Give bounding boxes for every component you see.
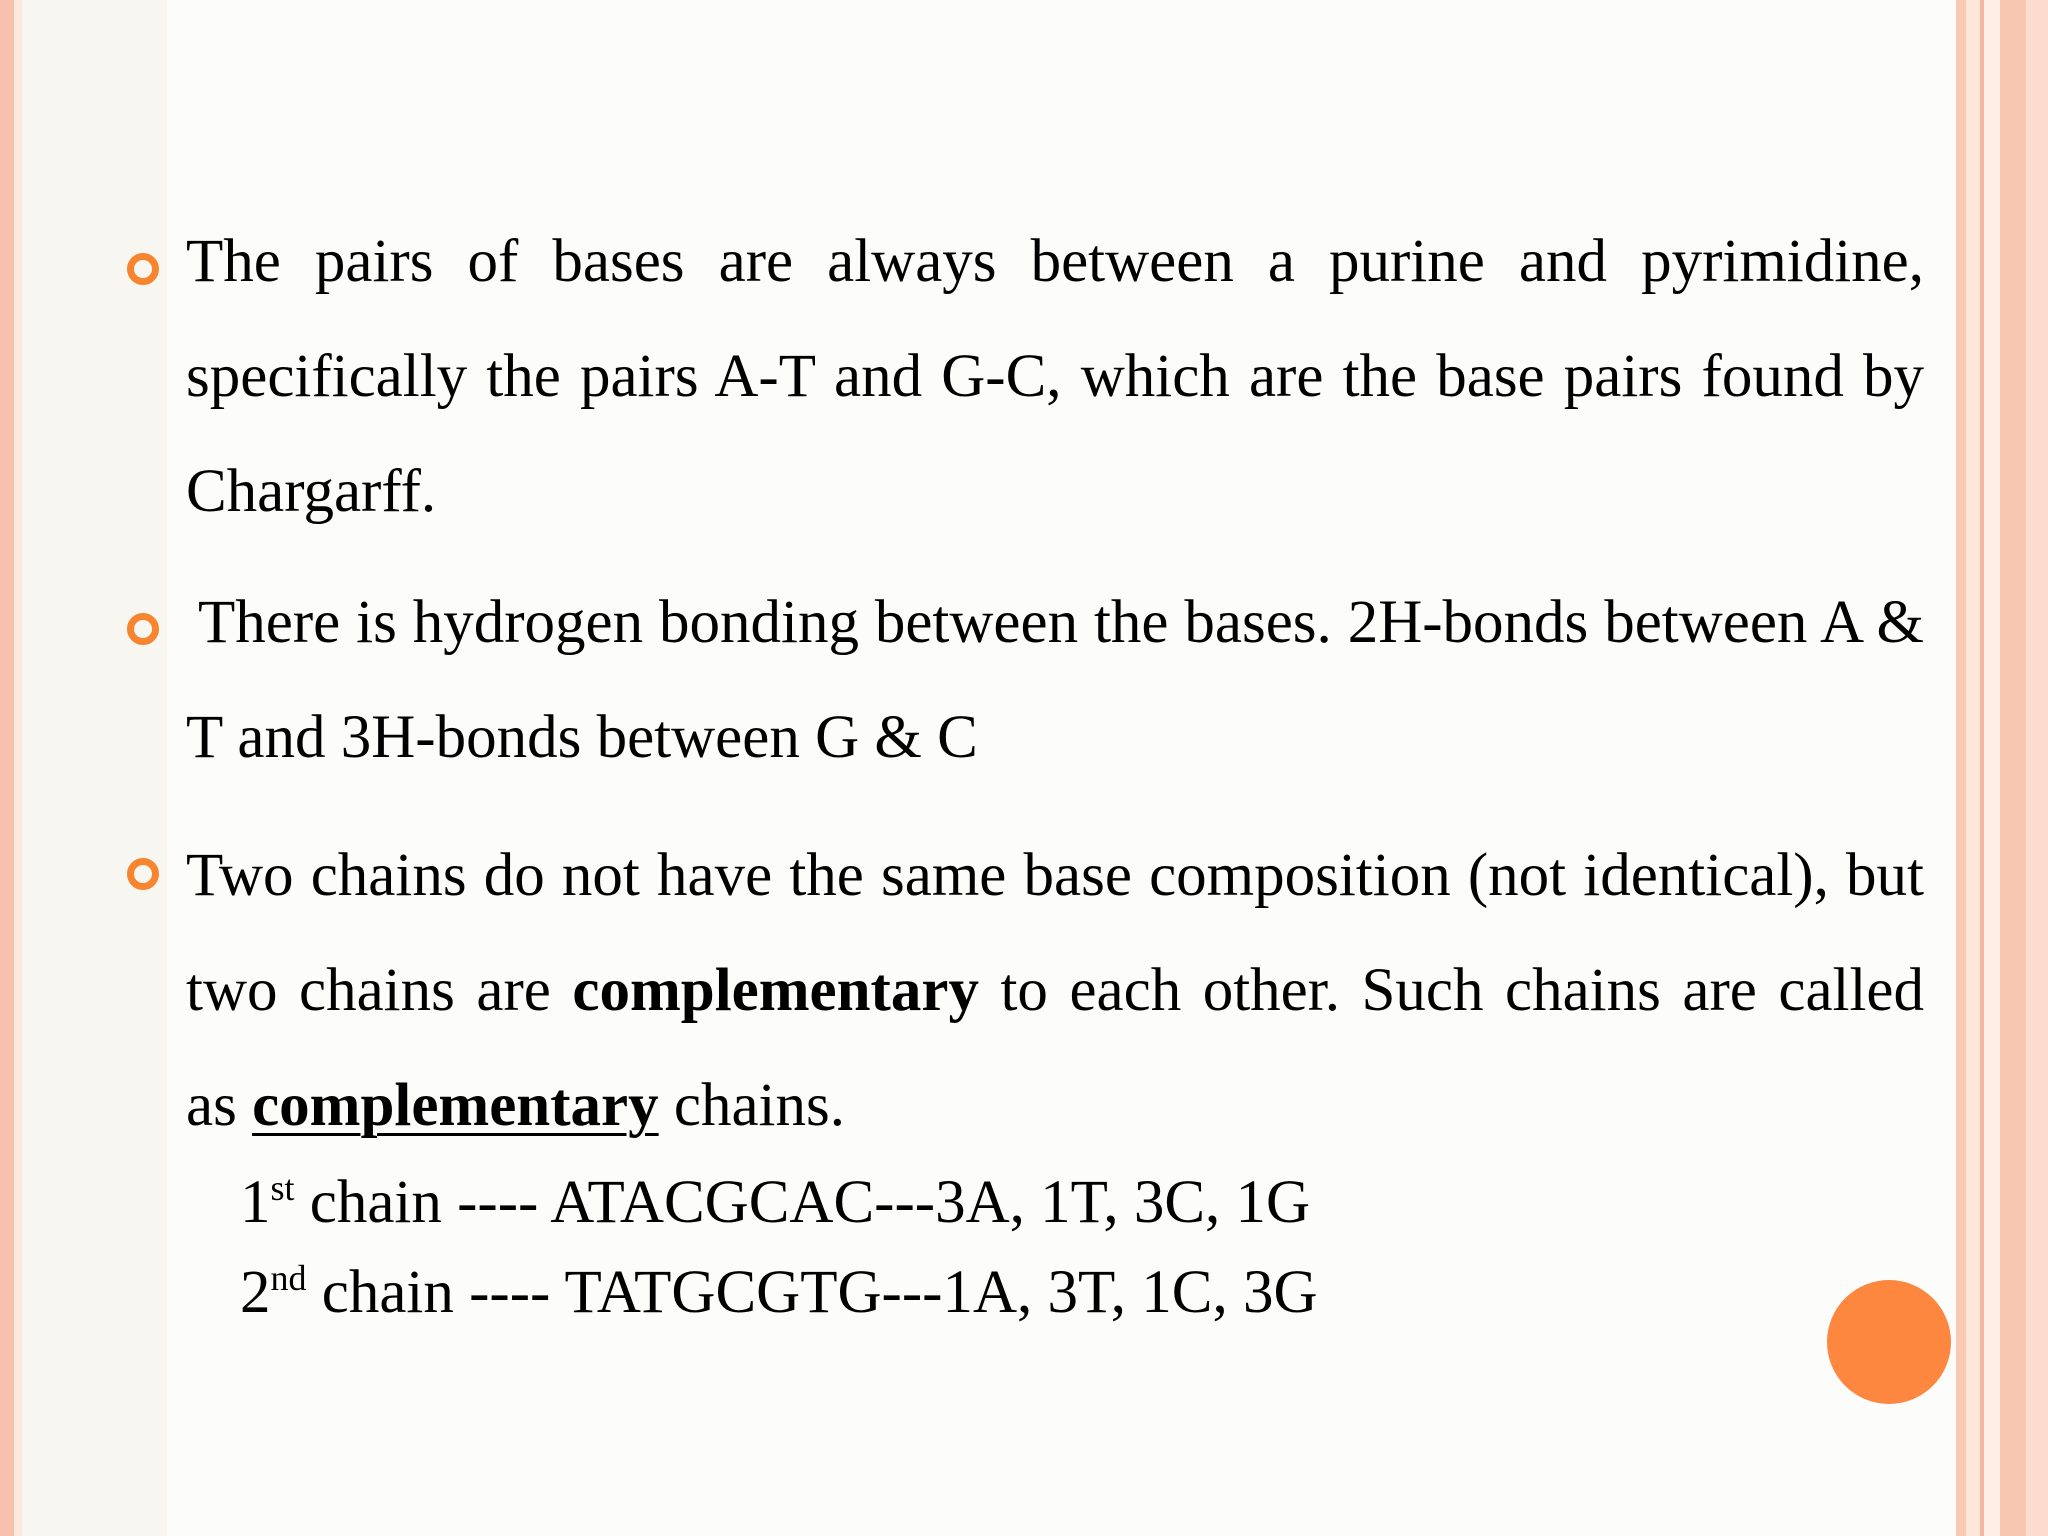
bullet-text-base-pairs: The pairs of bases are always between a purine and pyrimidine, specifically the pairs A-T and G-C, which are the base pairs found by Chargarff. (186, 228, 1924, 525)
right-border-stripe (2000, 0, 2026, 1536)
chain-line-first (240, 1168, 1310, 1245)
right-border-stripe (1984, 0, 2000, 1536)
chain-number: 2 (240, 1259, 271, 1326)
left-shade (22, 0, 167, 1536)
bullet-circle-icon (127, 613, 159, 645)
chain-ordinal: nd (270, 1258, 307, 1298)
bold-underlined-term-complementary: complementary (252, 1072, 659, 1139)
chain-sequence: chain ---- ATACGCAC---3A, 1T, 3C, 1G (294, 1169, 1311, 1236)
text-run: to each other. Such chains are called as (186, 957, 1924, 1139)
bullet-circle-icon (127, 858, 159, 890)
text-run: Two chains do not have the same base composition (not identical), but two chains are (186, 842, 1924, 1024)
right-border-stripe (1956, 0, 1966, 1536)
chain-number: 1 (240, 1169, 271, 1236)
bold-term-complementary: complementary (572, 957, 979, 1024)
chain-ordinal: st (270, 1168, 295, 1208)
chain-sequence: chain ---- TATGCGTG---1A, 3T, 1C, 3G (306, 1259, 1318, 1326)
bullet-circle-icon (127, 253, 159, 285)
left-border-inner (14, 0, 22, 1536)
bullet-text-complementary-chains (186, 818, 1924, 1163)
left-border-band (0, 0, 14, 1536)
right-border-stripe (1966, 0, 1980, 1536)
text-run: chains. (658, 1072, 845, 1139)
bullet-text-hydrogen-bonding (186, 565, 1924, 795)
orange-circle-decoration (1827, 1280, 1951, 1404)
right-border-stripe (2026, 0, 2048, 1536)
chain-line-second (240, 1258, 1318, 1335)
bullet-text-hydrogen-bonding-content: There is hydrogen bonding between the bases. 2H-bonds between A & T and 3H-bonds between G & C (186, 589, 1924, 771)
